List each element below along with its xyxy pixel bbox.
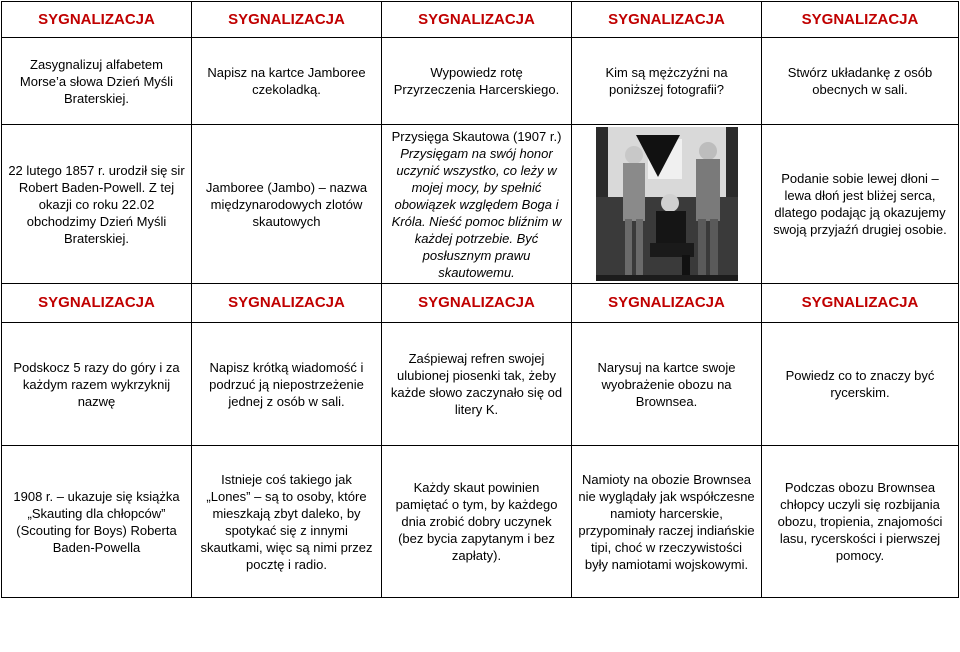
header-cell: SYGNALIZACJA xyxy=(2,2,192,38)
card-cell: Podczas obozu Brownsea chłopcy uczyli się rozbijania obozu, tropienia, znajomości lasu, rycerskości i pierwszej pomocy. xyxy=(762,446,959,598)
card-cell: Jamboree (Jambo) – nazwa międzynarodowych zlotów skautowych xyxy=(192,125,382,284)
header-cell: SYGNALIZACJA xyxy=(192,2,382,38)
header-row-1 xyxy=(2,2,959,38)
header-cell: SYGNALIZACJA xyxy=(572,2,762,38)
card-cell: 1908 r. – ukazuje się książka „Skauting dla chłopców” (Scouting for Boys) Roberta Baden-Powella xyxy=(2,446,192,598)
header-cell: SYGNALIZACJA xyxy=(192,284,382,323)
header-cell: SYGNALIZACJA xyxy=(762,2,959,38)
header-row-2 xyxy=(2,284,959,323)
card-cell: Każdy skaut powinien pamiętać o tym, by każdego dnia zrobić dobry uczynek (bez bycia zapytanym i bez zapłaty). xyxy=(382,446,572,598)
header-cell: SYGNALIZACJA xyxy=(2,284,192,323)
oath-title: Przysięga Skautowa (1907 r.) xyxy=(391,128,562,144)
card-cell: Kim są mężczyźni na poniższej fotografii? xyxy=(572,38,762,125)
photo-cell xyxy=(572,125,762,284)
task-row-2 xyxy=(2,323,959,446)
card-cell: Podanie sobie lewej dłoni – lewa dłoń jest bliżej serca, dlatego podając ją okazujemy swoją przyjaźń drugiej osobie. xyxy=(762,125,959,284)
card-cell: Istnieje coś takiego jak „Lones” – są to osoby, które mieszkają zbyt daleko, by spotykać się z innymi skautkami, więc są nimi przez pocztę i radio. xyxy=(192,446,382,598)
header-cell: SYGNALIZACJA xyxy=(572,284,762,323)
card-cell: Narysuj na kartce swoje wyobrażenie obozu na Brownsea. xyxy=(572,323,762,446)
card-cell: Namioty na obozie Brownsea nie wyglądały jak współczesne namioty harcerskie, przypominały raczej indiańskie tipi, choć w rzeczywistości były namiotami wojskowymi. xyxy=(572,446,762,598)
card-cell-oath xyxy=(382,125,572,284)
card-cell: Napisz na kartce Jamboree czekoladką. xyxy=(192,38,382,125)
card-cell: Stwórz układankę z osób obecnych w sali. xyxy=(762,38,959,125)
card-cell: Podskocz 5 razy do góry i za każdym razem wykrzyknij nazwę xyxy=(2,323,192,446)
card-cell: 22 lutego 1857 r. urodził się sir Robert Baden-Powell. Z tej okazji co roku 22.02 obchodzimy Dzień Myśli Braterskiej. xyxy=(2,125,192,284)
historical-photo-three-men xyxy=(596,127,738,281)
answer-row-2 xyxy=(2,446,959,598)
card-cell: Wypowiedz rotę Przyrzeczenia Harcerskiego. xyxy=(382,38,572,125)
card-cell: Zaśpiewaj refren swojej ulubionej piosenki tak, żeby każde słowo zaczynało się od litery K. xyxy=(382,323,572,446)
answer-row-1 xyxy=(2,125,959,284)
oath-text: Przysięgam na swój honor uczynić wszystko, co leży w mojej mocy, by spełnić obowiązek względem Boga i Króla. Nieść pomoc bliźnim w każdej potrzebie. Być posłusznym prawu skautowemu. xyxy=(391,145,562,280)
signal-cards-table xyxy=(1,1,959,598)
card-cell: Zasygnalizuj alfabetem Morse’a słowa Dzień Myśli Braterskiej. xyxy=(2,38,192,125)
header-cell: SYGNALIZACJA xyxy=(382,2,572,38)
header-cell: SYGNALIZACJA xyxy=(762,284,959,323)
header-cell: SYGNALIZACJA xyxy=(382,284,572,323)
card-cell: Powiedz co to znaczy być rycerskim. xyxy=(762,323,959,446)
card-cell: Napisz krótką wiadomość i podrzuć ją niepostrzeżenie jednej z osób w sali. xyxy=(192,323,382,446)
task-row-1 xyxy=(2,38,959,125)
